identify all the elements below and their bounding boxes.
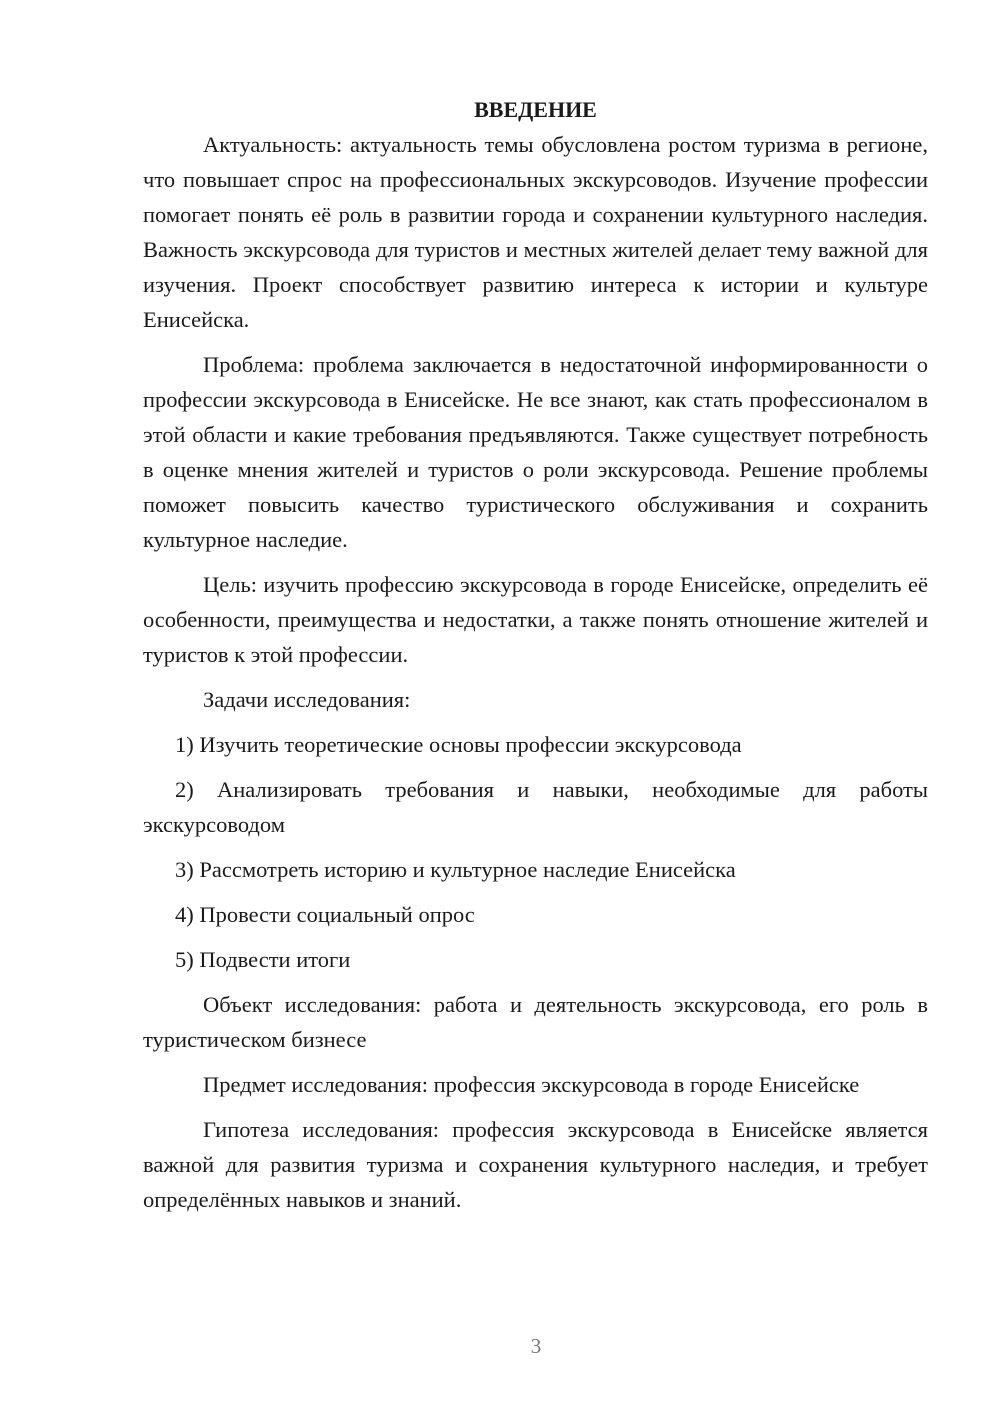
task-item-3: 3) Рассмотреть историю и культурное наследие Енисейска [175,857,736,882]
object-paragraph: Объект исследования: работа и деятельность экскурсовода, его роль в туристическом бизнесе [143,992,928,1052]
section-title: ВВЕДЕНИЕ [474,97,597,122]
tasks-heading: Задачи исследования: [203,687,411,712]
goal-paragraph: Цель: изучить профессию экскурсовода в городе Енисейске, определить её особенности, преимущества и недостатки, а также понять отношение жителей и туристов к этой профессии. [143,572,928,667]
task-item-5: 5) Подвести итоги [175,947,351,972]
page-number: 3 [530,1334,542,1358]
hypothesis-paragraph: Гипотеза исследования: профессия экскурсовода в Енисейске является важной для развития туризма и сохранения культурного наследия, и требует определённых навыков и знаний. [143,1117,928,1212]
problem-paragraph: Проблема: проблема заключается в недостаточной информированности о профессии экскурсовода в Енисейске. Не все знают, как стать профессионалом в этой области и какие требования предъявляются. Также существует потребность в оценке мнения жителей и туристов о роли экскурсовода. Решение проблемы поможет повысить качество туристического обслуживания и сохранить культурное наследие. [143,352,928,552]
relevance-paragraph: Актуальность: актуальность темы обусловлена ростом туризма в регионе, что повышает спрос на профессиональных экскурсоводов. Изучение профессии помогает понять её роль в развитии города и сохранении культурного наследия. Важность экскурсовода для туристов и местных жителей делает тему важной для изучения. Проект способствует развитию интереса к истории и культуре Енисейска. [143,132,928,332]
task-item-1: 1) Изучить теоретические основы профессии экскурсовода [175,732,742,757]
task-item-4: 4) Провести социальный опрос [175,902,475,927]
subject-paragraph: Предмет исследования: профессия экскурсовода в городе Енисейске [203,1072,860,1097]
task-item-2: 2) Анализировать требования и навыки, необходимые для работы экскурсоводом [143,777,928,837]
page-body [143,92,928,1227]
